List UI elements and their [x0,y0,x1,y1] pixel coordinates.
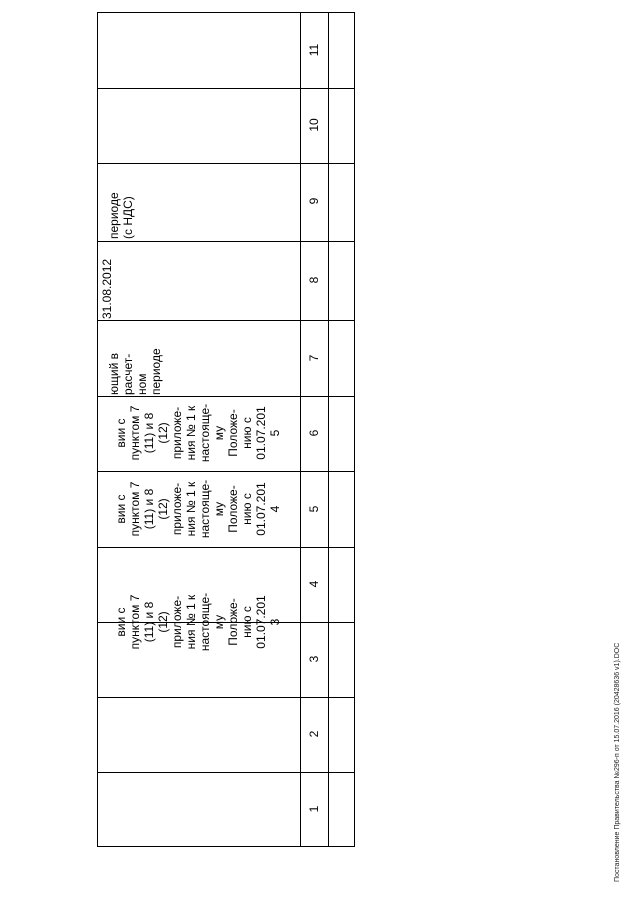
column-number: 11 [307,43,321,57]
column-number: 6 [307,429,321,437]
grid-line [97,241,354,242]
header-cell-5: вии с пунктом 7 (11) и 8 (12) приложе- ния № 1 к настояще- му Положе- нию с 01.07.201 4 [114,479,282,539]
column-number: 3 [307,655,321,663]
column-number: 7 [307,354,321,362]
grid-line [328,12,329,847]
header-cell-6: вии с пунктом 7 (11) и 8 (12) приложе- ния № 1 к настояще- му Положе- нию с 01.07.201 5 [114,403,282,463]
header-cell-7: ющий в расчет- ном периоде [107,348,163,395]
column-number: 9 [307,197,321,205]
column-number: 10 [307,118,321,132]
grid-line [354,12,355,847]
grid-line [97,772,354,773]
grid-line [97,12,354,13]
column-number: 2 [307,730,321,738]
grid-line [97,846,354,847]
grid-line [300,12,301,847]
column-number: 8 [307,276,321,284]
grid-line [97,12,98,847]
grid-line [97,88,354,89]
header-cell-4: вии с пунктом 7 (11) и 8 (12) приложе- ния № 1 к настояще- му Положе- нию с 01.07.201 3 [114,592,282,652]
column-number: 5 [307,505,321,513]
document-footer: Постановление Правительства №296-п от 15.07.2016 (20428636 v1).DOC [614,642,621,882]
column-number: 4 [307,580,321,588]
header-cell-8: 31.08.2012 [100,258,114,319]
header-cell-9: периоде (с НДС) [107,192,135,239]
column-number: 1 [307,805,321,813]
grid-line [97,163,354,164]
